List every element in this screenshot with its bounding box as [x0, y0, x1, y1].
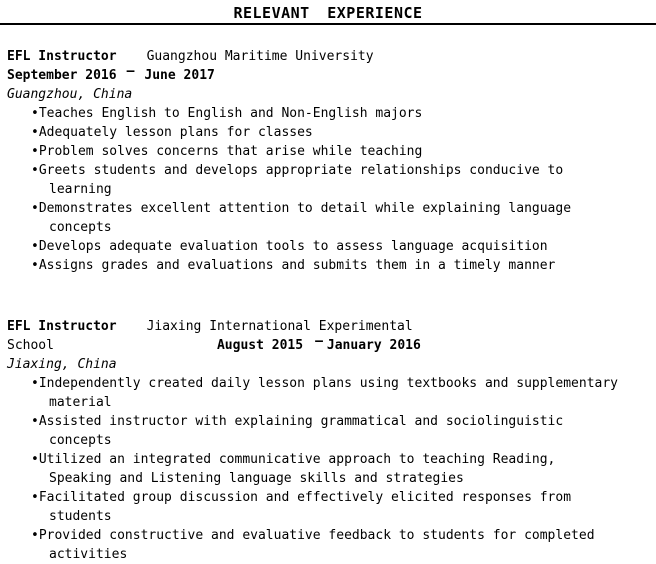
bullet-item: • Provided constructive and evaluative feedback to students for completed activities [7, 526, 622, 564]
job-header-line [7, 317, 656, 336]
bullet-item: • Facilitated group discussion and effectively elicited responses from students [7, 488, 622, 526]
job-location: Jiaxing, China [7, 357, 117, 372]
bullet-item: • Teaches English to English and Non-English majors [7, 104, 622, 123]
job-title: EFL Instructor [7, 49, 117, 64]
job-employer: Guangzhou Maritime University [146, 49, 374, 64]
job-employer: Jiaxing International Experimental [146, 319, 413, 334]
job-bullet-list [7, 374, 656, 564]
bullet-item: • Demonstrates excellent attention to detail while explaining language concepts [7, 199, 622, 237]
date-separator: – [126, 64, 135, 79]
bullet-item: • Adequately lesson plans for classes [7, 123, 622, 142]
job-dates [216, 334, 421, 353]
job-location: Guangzhou, China [7, 87, 133, 102]
job-entry-guangzhou [7, 47, 656, 275]
bullet-item: • Develops adequate evaluation tools to assess language acquisition [7, 237, 622, 256]
section-heading: RELEVANT EXPERIENCE [0, 5, 656, 25]
date-start: September 2016 [7, 68, 117, 83]
job-dates [7, 66, 656, 85]
job-entry-jiaxing [7, 317, 656, 564]
bullet-item: • Independently created daily lesson plans using textbooks and supplementary material [7, 374, 622, 412]
date-separator: – [315, 334, 323, 349]
job-header-line-2 [7, 336, 656, 355]
date-start: August 2015 [216, 338, 304, 353]
job-title: EFL Instructor [7, 319, 117, 334]
bullet-item: • Problem solves concerns that arise while teaching [7, 142, 622, 161]
date-end: June 2017 [144, 68, 215, 83]
date-end: January 2016 [326, 338, 421, 353]
bullet-item: • Utilized an integrated communicative approach to teaching Reading, Speaking and Listening language skills and strategies [7, 450, 622, 488]
bullet-item: • Greets students and develops appropriate relationships conducive to learning [7, 161, 622, 199]
job-bullet-list [7, 104, 656, 275]
job-employer-continued: School [7, 338, 54, 353]
job-header-line [7, 47, 656, 66]
bullet-item: • Assisted instructor with explaining grammatical and sociolinguistic concepts [7, 412, 622, 450]
bullet-item: • Assigns grades and evaluations and submits them in a timely manner [7, 256, 622, 275]
